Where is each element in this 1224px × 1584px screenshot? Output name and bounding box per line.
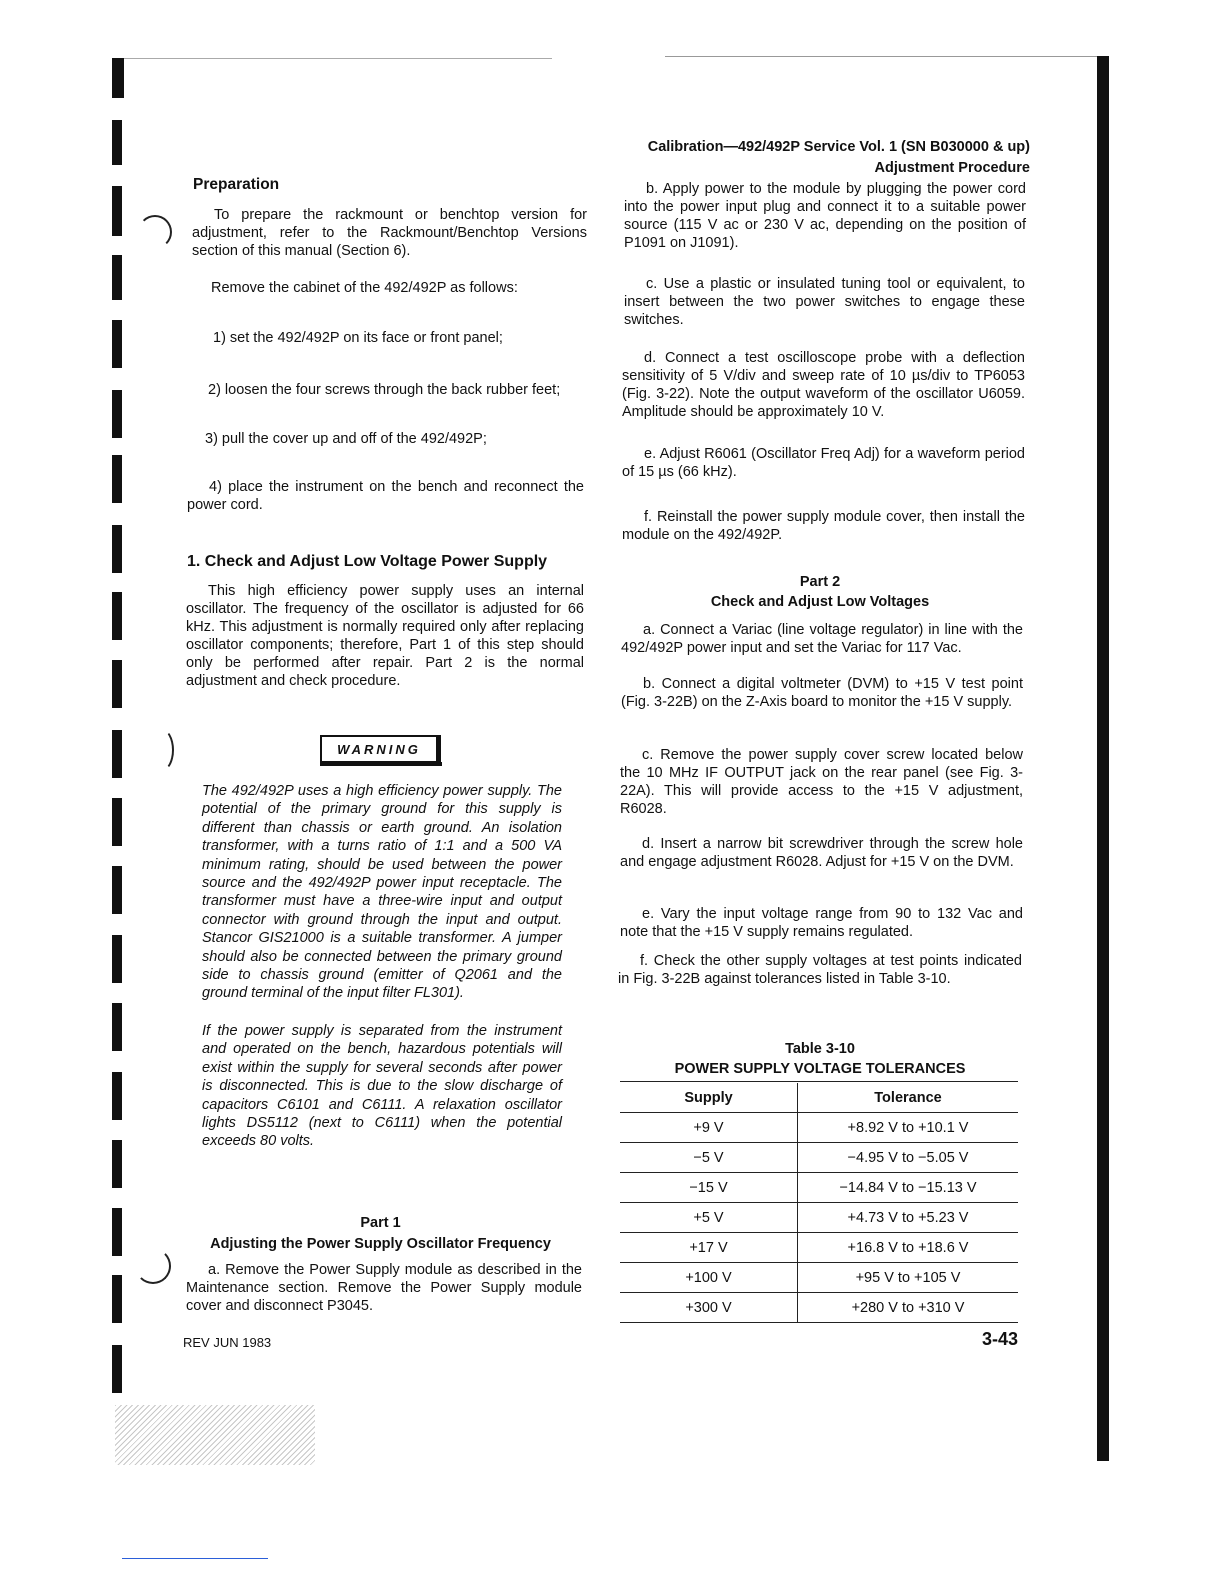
scan-noise: [115, 1405, 315, 1465]
binder-mark: [112, 255, 122, 300]
part2-subtitle: Check and Adjust Low Voltages: [710, 594, 930, 610]
part2-step-b: b. Connect a digital voltmeter (DVM) to +15 V test point (Fig. 3-22B) on the Z-Axis board to monitor the +15 V supply.: [621, 676, 1023, 710]
header-title: Calibration—492/492P Service Vol. 1 (SN B030000 & up): [647, 139, 1030, 155]
cabinet-step-4: 4) place the instrument on the bench and reconnect the power cord.: [187, 479, 584, 513]
supply-cell: +100 V: [620, 1263, 798, 1293]
cabinet-step-1: 1) set the 492/492P on its face or front panel;: [213, 330, 503, 346]
part2-step-d: d. Insert a narrow bit screwdriver through the screw hole and engage adjustment R6028. Adjust for +15 V on the DVM.: [620, 836, 1023, 870]
binder-mark: [112, 1345, 122, 1393]
binder-mark: [112, 935, 122, 983]
tolerance-cell: +8.92 V to +10.1 V: [798, 1113, 1019, 1143]
warning-paragraph-1: The 492/492P uses a high efficiency power supply. The potential of the primary ground for this supply is different than chassis or earth ground. An isolation transformer, with a turns ratio of 1:1 and a 500 VA minimum rating, should be used between the power source and the 492/492P power input receptacle. The transformer must have a three-wire input and output connector with ground through the input and output. Stancor GIS21000 is a suitable transformer. A jumper should also be connected between the primary ground side to chassis ground (emitter of Q2061 and the ground terminal of the input filter FL301).: [202, 783, 562, 1002]
supply-cell: +17 V: [620, 1233, 798, 1263]
cabinet-step-3: 3) pull the cover up and off of the 492/492P;: [205, 431, 487, 447]
scan-edge-top-right: [665, 56, 1105, 57]
part2-heading: [620, 572, 1020, 612]
scan-edge-top-left: [112, 58, 552, 59]
supply-cell: +5 V: [620, 1203, 798, 1233]
tolerance-cell: +95 V to +105 V: [798, 1263, 1019, 1293]
table-row: [620, 1143, 1018, 1173]
table-caption: [620, 1039, 1020, 1079]
part2-step-e: e. Vary the input voltage range from 90 to 132 Vac and note that the +15 V supply remains regulated.: [620, 906, 1023, 940]
table-row: [620, 1233, 1018, 1263]
binder-mark: [112, 730, 122, 778]
supply-cell: −5 V: [620, 1143, 798, 1173]
binder-mark: [112, 525, 122, 573]
binder-mark: [112, 186, 122, 236]
part2-title: Part 2: [799, 574, 841, 590]
section-intro-paragraph: This high efficiency power supply uses an internal oscillator. The frequency of the oscillator is adjusted for 66 kHz. This adjustment is normally required only after replacing oscillator components; therefore, Part 1 of this step should only be performed after repair. Part 2 is the normal adjustment and check procedure.: [186, 583, 584, 689]
tolerance-cell: −4.95 V to −5.05 V: [798, 1143, 1019, 1173]
table-header-supply: Supply: [620, 1083, 798, 1113]
table-row: [620, 1263, 1018, 1293]
part1-step-e: e. Adjust R6061 (Oscillator Freq Adj) for a waveform period of 15 µs (66 kHz).: [622, 446, 1025, 480]
preparation-heading: Preparation: [193, 176, 280, 193]
binder-mark: [112, 1208, 122, 1256]
part2-step-f: f. Check the other supply voltages at test points indicated in Fig. 3-22B against tolerances listed in Table 3-10.: [618, 953, 1022, 987]
part1-step-c: c. Use a plastic or insulated tuning tool or equivalent, to insert between the two power switches to engage these switches.: [624, 276, 1025, 328]
table-title: Table 3-10: [785, 1041, 855, 1057]
part1-subtitle: Adjusting the Power Supply Oscillator Frequency: [210, 1236, 551, 1252]
preparation-paragraph: To prepare the rackmount or benchtop version for adjustment, refer to the Rackmount/Benchtop Versions section of this manual (Section 6).: [192, 207, 587, 259]
header-subtitle: Adjustment Procedure: [874, 160, 1030, 176]
tolerance-cell: +280 V to +310 V: [798, 1293, 1019, 1323]
binder-mark: [112, 390, 122, 438]
scan-edge-right: [1097, 56, 1109, 1461]
page-number: 3-43: [981, 1329, 1018, 1349]
binder-mark: [112, 1003, 122, 1051]
binder-mark: [112, 320, 122, 368]
table-top-rule: [620, 1081, 1018, 1082]
warning-paragraph-2: If the power supply is separated from the instrument and operated on the bench, hazardous potentials will exist within the supply for several seconds after power is disconnected. This is due to the slow discharge of capacitors C6101 and C6111. A relaxation oscillator lights DS5112 (next to C6111) when the potential exceeds 80 volts.: [202, 1023, 562, 1150]
binder-mark: [112, 866, 122, 914]
binder-corner: [112, 58, 124, 98]
part1-step-a: a. Remove the Power Supply module as described in the Maintenance section. Remove the Power Supply module cover and disconnect P3045.: [186, 1262, 582, 1314]
table-row: [620, 1293, 1018, 1323]
binder-mark: [112, 592, 122, 640]
part2-step-c: c. Remove the power supply cover screw located below the 10 MHz IF OUTPUT jack on the rear panel (see Fig. 3-22A). This will provide access to the +15 V adjustment, R6028.: [620, 747, 1023, 817]
binder-hole: [135, 1248, 171, 1284]
binder-mark: [112, 660, 122, 708]
part1-step-b: b. Apply power to the module by plugging the power cord into the power input plug and connect it to a suitable power source (115 V ac or 230 V ac, depending on the position of P1091 on J1091).: [624, 181, 1026, 251]
remove-cabinet-intro: Remove the cabinet of the 492/492P as follows:: [211, 280, 518, 296]
supply-cell: −15 V: [620, 1173, 798, 1203]
binder-mark: [112, 455, 122, 503]
table-row: [620, 1113, 1018, 1143]
revision-date: REV JUN 1983: [183, 1335, 272, 1350]
table-header-tolerance: Tolerance: [798, 1083, 1019, 1113]
section-heading: 1. Check and Adjust Low Voltage Power Supply: [187, 553, 548, 570]
part1-heading: [183, 1213, 578, 1255]
table-row: [620, 1173, 1018, 1203]
cabinet-step-2: 2) loosen the four screws through the back rubber feet;: [208, 382, 561, 398]
binder-mark: [112, 120, 122, 165]
supply-cell: +9 V: [620, 1113, 798, 1143]
binder-mark: [112, 1072, 122, 1120]
table-header-row: [620, 1083, 1018, 1113]
part1-step-f: f. Reinstall the power supply module cover, then install the module on the 492/492P.: [622, 509, 1025, 543]
tolerance-cell: −14.84 V to −15.13 V: [798, 1173, 1019, 1203]
tolerance-cell: +16.8 V to +18.6 V: [798, 1233, 1019, 1263]
warning-label: WARNING: [320, 735, 438, 763]
binder-mark: [112, 798, 122, 846]
table-row: [620, 1203, 1018, 1233]
binder-mark: [112, 1275, 122, 1323]
supply-cell: +300 V: [620, 1293, 798, 1323]
tolerance-table: [620, 1083, 1018, 1323]
running-header: [600, 137, 1030, 179]
binder-hole: [138, 215, 172, 249]
part1-title: Part 1: [360, 1215, 401, 1231]
table-subtitle: POWER SUPPLY VOLTAGE TOLERANCES: [674, 1061, 966, 1077]
binder-hole: [148, 728, 174, 772]
binder-mark: [112, 1140, 122, 1188]
tolerance-cell: +4.73 V to +5.23 V: [798, 1203, 1019, 1233]
part2-step-a: a. Connect a Variac (line voltage regulator) in line with the 492/492P power input and set the Variac for 117 Vac.: [621, 622, 1023, 656]
part1-step-d: d. Connect a test oscilloscope probe with a deflection sensitivity of 5 V/div and sweep rate of 10 µs/div to TP6053 (Fig. 3-22). Note the output waveform of the oscillator U6059. Amplitude should be approximately 10 V.: [622, 350, 1025, 420]
underline-artifact: [122, 1558, 268, 1559]
